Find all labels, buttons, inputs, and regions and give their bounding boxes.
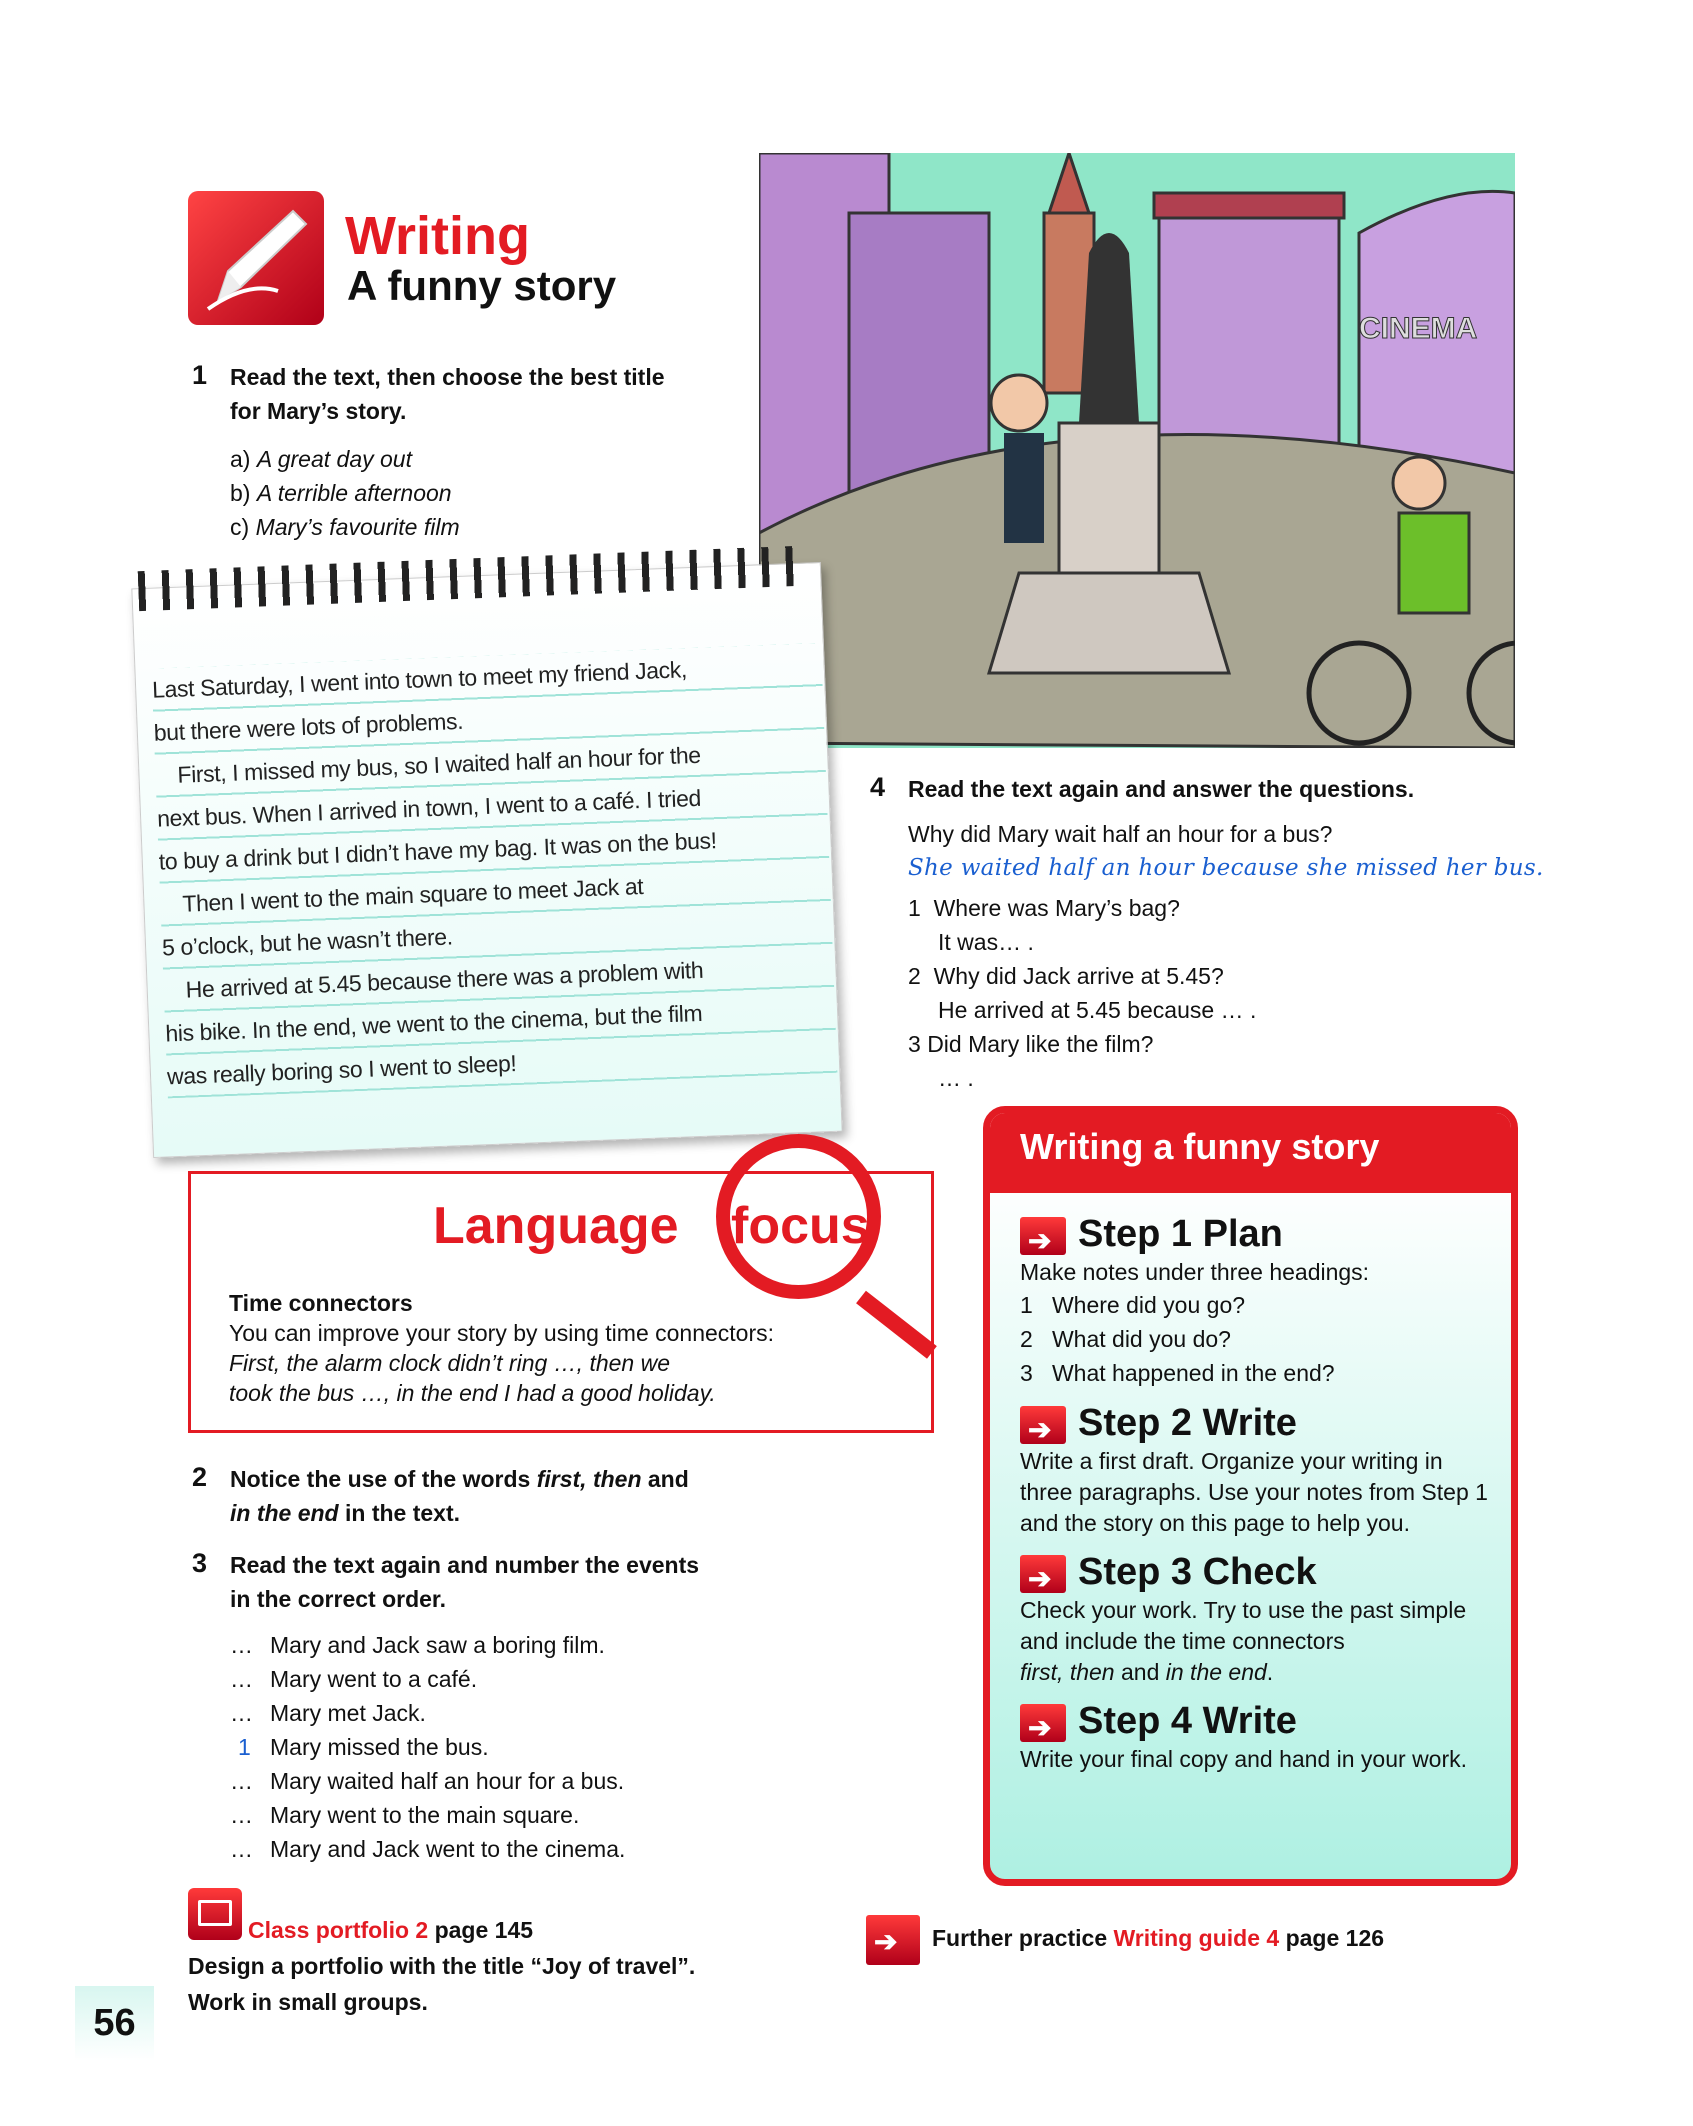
arrow-icon [1020,1406,1066,1444]
further-practice: ➔Further practice Writing guide 4 page 126 [866,1912,1384,1965]
section-subtitle: A funny story [347,262,617,309]
language-focus-title: Language [433,1197,679,1255]
cinema-sign: CINEMA [1359,312,1478,345]
exercise-2: 2 Notice the use of the words first, then and in the end in the text. [192,1462,689,1526]
event-item: … Mary met Jack. [230,1700,426,1726]
story-line: next bus. When I arrived in town, I went to a café. I tried [156,784,702,832]
story-line: Last Saturday, I went into town to meet my friend Jack, [151,656,688,703]
event-item: 1 Mary missed the bus. [238,1734,489,1760]
story-line: to buy a drink but I didn’t have my bag. It was on the bus! [158,827,718,875]
focus-magnifier-label: focus [731,1197,870,1255]
arrow-icon [1020,1704,1066,1742]
story-line: but there were lots of problems. [153,707,464,746]
story-line: He arrived at 5.45 because there was a problem with [185,956,704,1003]
step-3: ➔Step 3 Check Check your work. Try to use the past simple and include the time connectors first, then and in the end. [1020,1549,1491,1688]
page-number: 56 [75,1986,154,2061]
language-focus-example: took the bus …, in the end I had a good holiday. [229,1380,716,1406]
story-line: First, I missed my bus, so I waited half an hour for the [177,741,702,788]
language-focus-example: First, the alarm clock didn’t ring …, then we [229,1350,670,1376]
language-focus-box [188,1171,934,1433]
step-1: ➔Step 1 Plan Make notes under three headings: 1 Where did you go? 2 What did you do? 3 What happened in the end? [1020,1211,1491,1390]
story-line: was really boring so I went to sleep! [166,1050,517,1090]
steps-box-title: Writing a funny story [990,1113,1511,1193]
language-focus-text: You can improve your story by using time connectors: [229,1320,775,1346]
exercise-4: 4 Read the text again and answer the questions. [870,772,1415,802]
arrow-icon [1020,1555,1066,1593]
example-answer: She waited half an hour because she missed her bus. [908,855,1544,881]
step-2: ➔Step 2 Write Write a first draft. Organize your writing in three paragraphs. Use your notes from Step 1 and the story on this page to help you. [1020,1400,1491,1539]
event-item: … Mary went to the main square. [230,1802,580,1828]
writing-steps-box [983,1106,1518,1886]
time-connectors-heading: Time connectors [229,1290,413,1316]
exercise-4-questions: Why did Mary wait half an hour for a bus? She waited half an hour because she missed her bus. 1 Where was Mary’s bag? It was… . 2 Why did Jack arrive at 5.45? He arrived at 5.45 because … . 3 Did Mary like the film? … . [908,821,1544,1091]
story-line: his bike. In the end, we went to the cinema, but the film [164,999,703,1047]
arrow-icon [1020,1217,1066,1255]
option-a: a) A great day out [230,446,412,472]
spiral-binding [138,545,809,611]
magnifier-handle [856,1291,937,1359]
section-title: Writing [345,206,530,266]
event-item: … Mary and Jack saw a boring film. [230,1632,605,1658]
story-notebook [131,562,842,1158]
events-list [230,1628,625,1866]
exercise-1-options [230,442,460,544]
class-portfolio-link[interactable]: Class portfolio 2 [248,1917,429,1943]
town-square-illustration [759,153,1515,748]
exercise-1: 1 Read the text, then choose the best title for Mary’s story. [192,360,665,424]
event-item: … Mary waited half an hour for a bus. [230,1768,625,1794]
story-line: 5 o’clock, but he wasn’t there. [161,923,454,961]
story-line: Then I went to the main square to meet Jack at [181,873,644,917]
option-c: c) Mary’s favourite film [230,514,460,540]
step-4: ➔Step 4 Write Write your final copy and hand in your work. [1020,1698,1491,1775]
exercise-3: 3 Read the text again and number the events in the correct order. [192,1548,700,1612]
event-item: … Mary went to a café. [230,1666,478,1692]
arrow-icon [866,1915,920,1965]
option-b: b) A terrible afternoon [230,480,452,506]
magnifier-icon [716,1134,881,1299]
portfolio-section: Class portfolio 2 page 145 Design a portfolio with the title “Joy of travel”. Work in small groups. [188,1917,696,2015]
event-item: … Mary and Jack went to the cinema. [230,1836,626,1862]
writing-guide-link[interactable]: Writing guide 4 [1113,1925,1280,1951]
writing-icon [188,191,324,325]
